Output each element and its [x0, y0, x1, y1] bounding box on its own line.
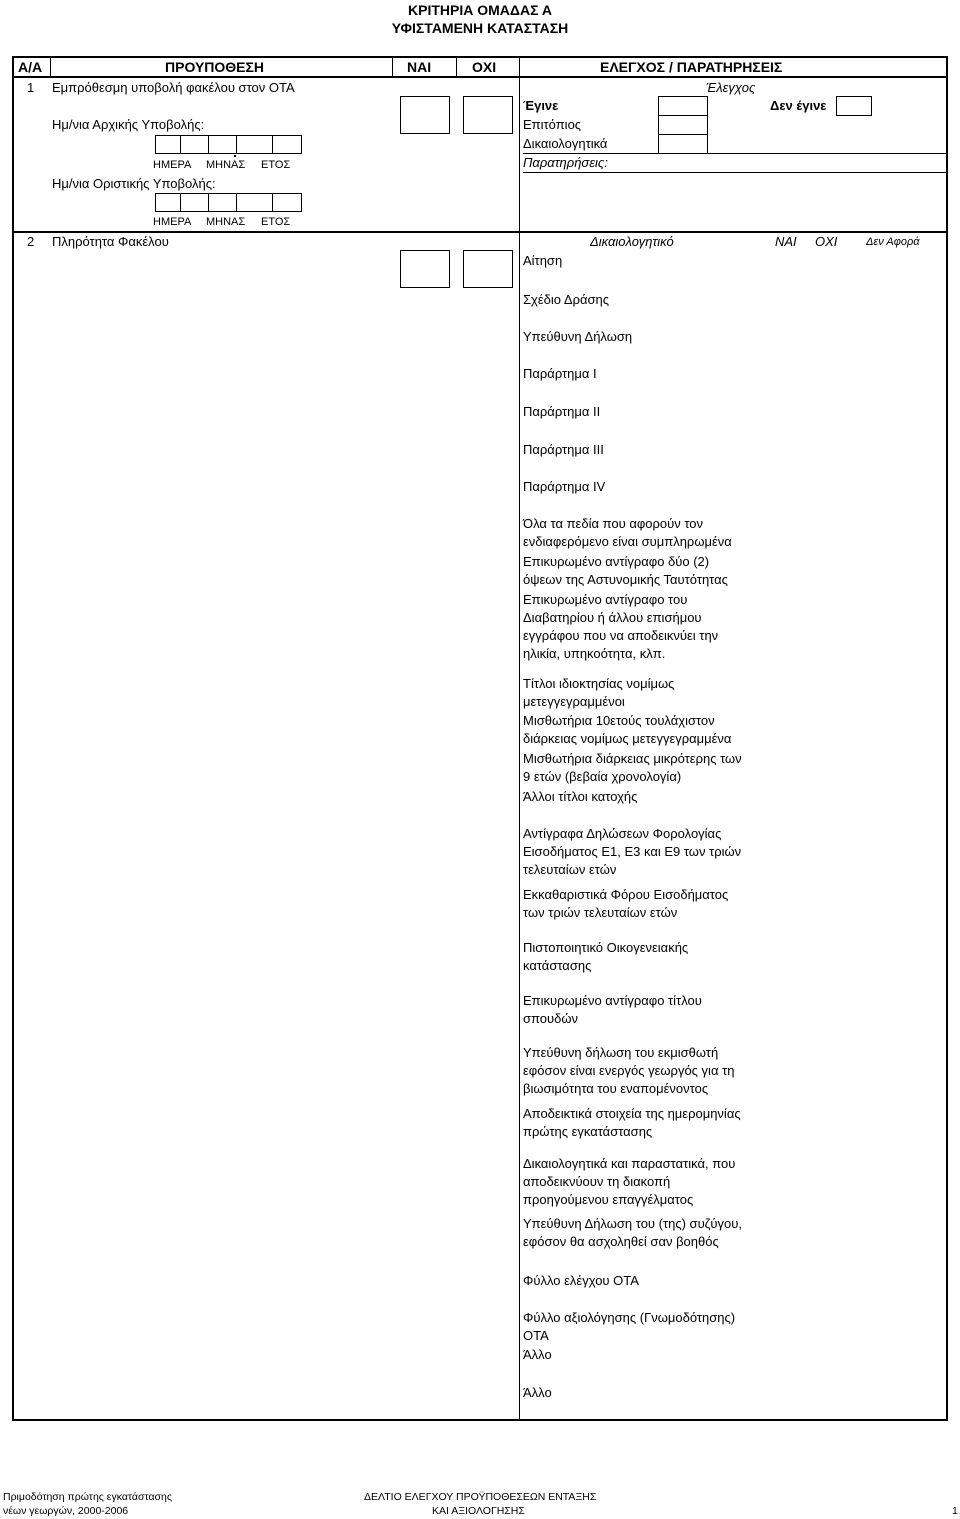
row1-yes-checkbox[interactable]: [400, 96, 450, 134]
document-item-line: εγγράφου που να αποδεικνύει την: [523, 628, 719, 643]
not-done-label: Δεν έγινε: [770, 98, 827, 113]
initial-day-caption: ΗΜΕΡΑ: [153, 159, 192, 171]
final-year-caption: ΕΤΟΣ: [261, 216, 291, 228]
page-title: ΚΡΙΤΗΡΙΑ ΟΜΑΔΑΣ Α: [408, 2, 552, 18]
document-item-line: Υπεύθυνη δήλωση του εκμισθωτή: [523, 1045, 719, 1060]
row1-no-checkbox[interactable]: [463, 96, 513, 134]
final-month-caption: ΜΗΝΑΣ: [206, 216, 246, 228]
row1-number: 1: [27, 80, 35, 95]
document-item-line: Επικυρωμένο αντίγραφο του: [523, 592, 688, 607]
doc-no-header: ΟΧΙ: [815, 234, 838, 249]
document-item-line: Εισοδήματος Ε1, Ε3 και Ε9 των τριών: [523, 844, 742, 859]
document-item-line: Άλλο: [523, 1347, 552, 1362]
initial-year-caption: ΕΤΟΣ: [261, 159, 291, 171]
column-header-check: ΕΛΕΓΧΟΣ / ΠΑΡΑΤΗΡΗΣΕΙΣ: [600, 59, 783, 75]
not-done-checkbox[interactable]: [836, 96, 872, 116]
row2-yes-checkbox[interactable]: [400, 250, 450, 288]
document-item-line: σπουδών: [523, 1011, 579, 1026]
document-item-line: εφόσον είναι ενεργός γεωργός για τη: [523, 1063, 735, 1078]
done-checkbox[interactable]: [658, 96, 708, 116]
initial-submission-label: Ημ/νια Αρχικής Υποβολής:: [52, 117, 205, 132]
document-item-line: Διαβατηρίου ή άλλου επισήμου: [523, 610, 702, 625]
doc-column-header: Δικαιολογητικό: [590, 234, 674, 249]
footer-left-line1: Πριμοδότηση πρώτης εγκατάστασης: [3, 1491, 172, 1503]
document-item-line: Παράρτημα Ι: [523, 366, 597, 381]
document-item-line: Παράρτημα ΙΙ: [523, 404, 601, 419]
document-item-line: των τριών τελευταίων ετών: [523, 905, 678, 920]
document-item-line: ενδιαφερόμενο είναι συμπληρωμένα: [523, 534, 732, 549]
spacer: [234, 155, 236, 157]
document-item-line: κατάστασης: [523, 958, 592, 973]
final-month-box[interactable]: [236, 193, 273, 212]
document-item-line: Εκκαθαριστικά Φόρου Εισοδήματος: [523, 887, 729, 902]
doc-yes-header: ΝΑΙ: [775, 234, 797, 249]
document-item-line: 9 ετών (βεβαία χρονολογία): [523, 769, 682, 784]
documents-label: Δικαιολογητικά: [523, 136, 608, 151]
document-item-line: Αίτηση: [523, 253, 563, 268]
document-item-line: Σχέδιο Δράσης: [523, 292, 610, 307]
document-item-line: Υπεύθυνη Δήλωση του (της) συζύγου,: [523, 1216, 742, 1231]
doc-na-header: Δεν Αφορά: [866, 236, 920, 248]
document-item-line: Επικυρωμένο αντίγραφο τίτλου: [523, 993, 702, 1008]
footer-center-line1: ΔΕΛΤΙΟ ΕΛΕΓΧΟΥ ΠΡΟΫΠΟΘΕΣΕΩΝ ΕΝΤΑΞΗΣ: [364, 1491, 597, 1503]
initial-day-box-1[interactable]: [180, 135, 209, 154]
page-subtitle: ΥΦΙΣΤΑΜΕΝΗ ΚΑΤΑΣΤΑΣΗ: [391, 20, 569, 36]
document-item-line: προηγούμενου επαγγέλματος: [523, 1192, 694, 1207]
footer-center-line2: ΚΑΙ ΑΞΙΟΛΟΓΗΣΗΣ: [432, 1505, 525, 1517]
done-label: Έγινε: [523, 98, 559, 113]
document-item-line: Αντίγραφα Δηλώσεων Φορολογίας: [523, 826, 722, 841]
final-year-box[interactable]: [272, 193, 302, 212]
document-item-line: Πιστοποιητικό Οικογενειακής: [523, 940, 689, 955]
column-header-yes: ΝΑΙ: [407, 59, 432, 75]
documents-checkbox[interactable]: [658, 134, 708, 154]
document-item-line: πρώτης εγκατάστασης: [523, 1124, 653, 1139]
document-item-line: Επικυρωμένο αντίγραφο δύο (2): [523, 554, 710, 569]
initial-box-lead[interactable]: [155, 135, 181, 154]
document-item-line: Μισθωτήρια διάρκειας μικρότερης των: [523, 751, 742, 766]
final-submission-label: Ημ/νια Οριστικής Υποβολής:: [52, 176, 216, 191]
initial-year-box[interactable]: [272, 135, 302, 154]
initial-month-box[interactable]: [236, 135, 273, 154]
row2-no-checkbox[interactable]: [463, 250, 513, 288]
final-day-caption: ΗΜΕΡΑ: [153, 216, 192, 228]
document-item-line: Αποδεικτικά στοιχεία της ημερομηνίας: [523, 1106, 741, 1121]
document-item-line: Όλα τα πεδία που αφορούν τον: [523, 516, 704, 531]
final-day-box-2[interactable]: [208, 193, 237, 212]
document-item-line: τελευταίων ετών: [523, 862, 617, 877]
document-item-line: όψεων της Αστυνομικής Ταυτότητας: [523, 572, 728, 587]
document-item-line: Παράρτημα ΙΙΙ: [523, 442, 604, 457]
document-item-line: Άλλο: [523, 1385, 552, 1400]
row2-label: Πληρότητα Φακέλου: [52, 234, 169, 249]
document-item-line: Δικαιολογητικά και παραστατικά, που: [523, 1156, 736, 1171]
document-item-line: Άλλοι τίτλοι κατοχής: [523, 789, 638, 804]
footer-left-line2: νέων γεωργών, 2000-2006: [3, 1505, 129, 1517]
document-item-line: αποδεικνύουν τη διακοπή: [523, 1174, 671, 1189]
column-header-aa: Α/Α: [18, 59, 43, 75]
document-item-line: ηλικία, υπηκοότητα, κλπ.: [523, 646, 666, 661]
document-item-line: εφόσον θα ασχοληθεί σαν βοηθός: [523, 1234, 719, 1249]
document-item-line: Τίτλοι ιδιοκτησίας νομίμως: [523, 676, 675, 691]
initial-month-caption: ΜΗΝΑΣ: [206, 159, 246, 171]
page-number: 1: [952, 1505, 958, 1517]
document-item-line: Φύλλο ελέγχου ΟΤΑ: [523, 1273, 639, 1288]
row1-label: Εμπρόθεσμη υποβολή φακέλου στον ΟΤΑ: [52, 80, 295, 95]
initial-day-box-2[interactable]: [208, 135, 237, 154]
document-item-line: Μισθωτήρια 10ετούς τουλάχιστον: [523, 713, 715, 728]
check-title: Έλεγχος: [706, 80, 756, 95]
on-site-label: Επιτόπιος: [523, 117, 582, 132]
document-item-line: διάρκειας νομίμως μετεγγεγραμμένα: [523, 731, 732, 746]
column-header-condition: ΠΡΟΥΠΟΘΕΣΗ: [165, 59, 265, 75]
final-box-lead[interactable]: [155, 193, 181, 212]
remarks-label: Παρατηρήσεις:: [523, 155, 608, 170]
final-day-box-1[interactable]: [180, 193, 209, 212]
document-item-line: ΟΤΑ: [523, 1328, 549, 1343]
document-item-line: Υπεύθυνη Δήλωση: [523, 329, 633, 344]
document-item-line: Φύλλο αξιολόγησης (Γνωμοδότησης): [523, 1310, 736, 1325]
document-item-line: μετεγγεγραμμένοι: [523, 694, 625, 709]
column-header-no: ΟΧΙ: [472, 59, 497, 75]
document-item-line: Παράρτημα ΙV: [523, 479, 606, 494]
document-item-line: βιωσιμότητα του εναπομένοντος: [523, 1081, 709, 1096]
row2-number: 2: [27, 234, 35, 249]
on-site-checkbox[interactable]: [658, 115, 708, 135]
